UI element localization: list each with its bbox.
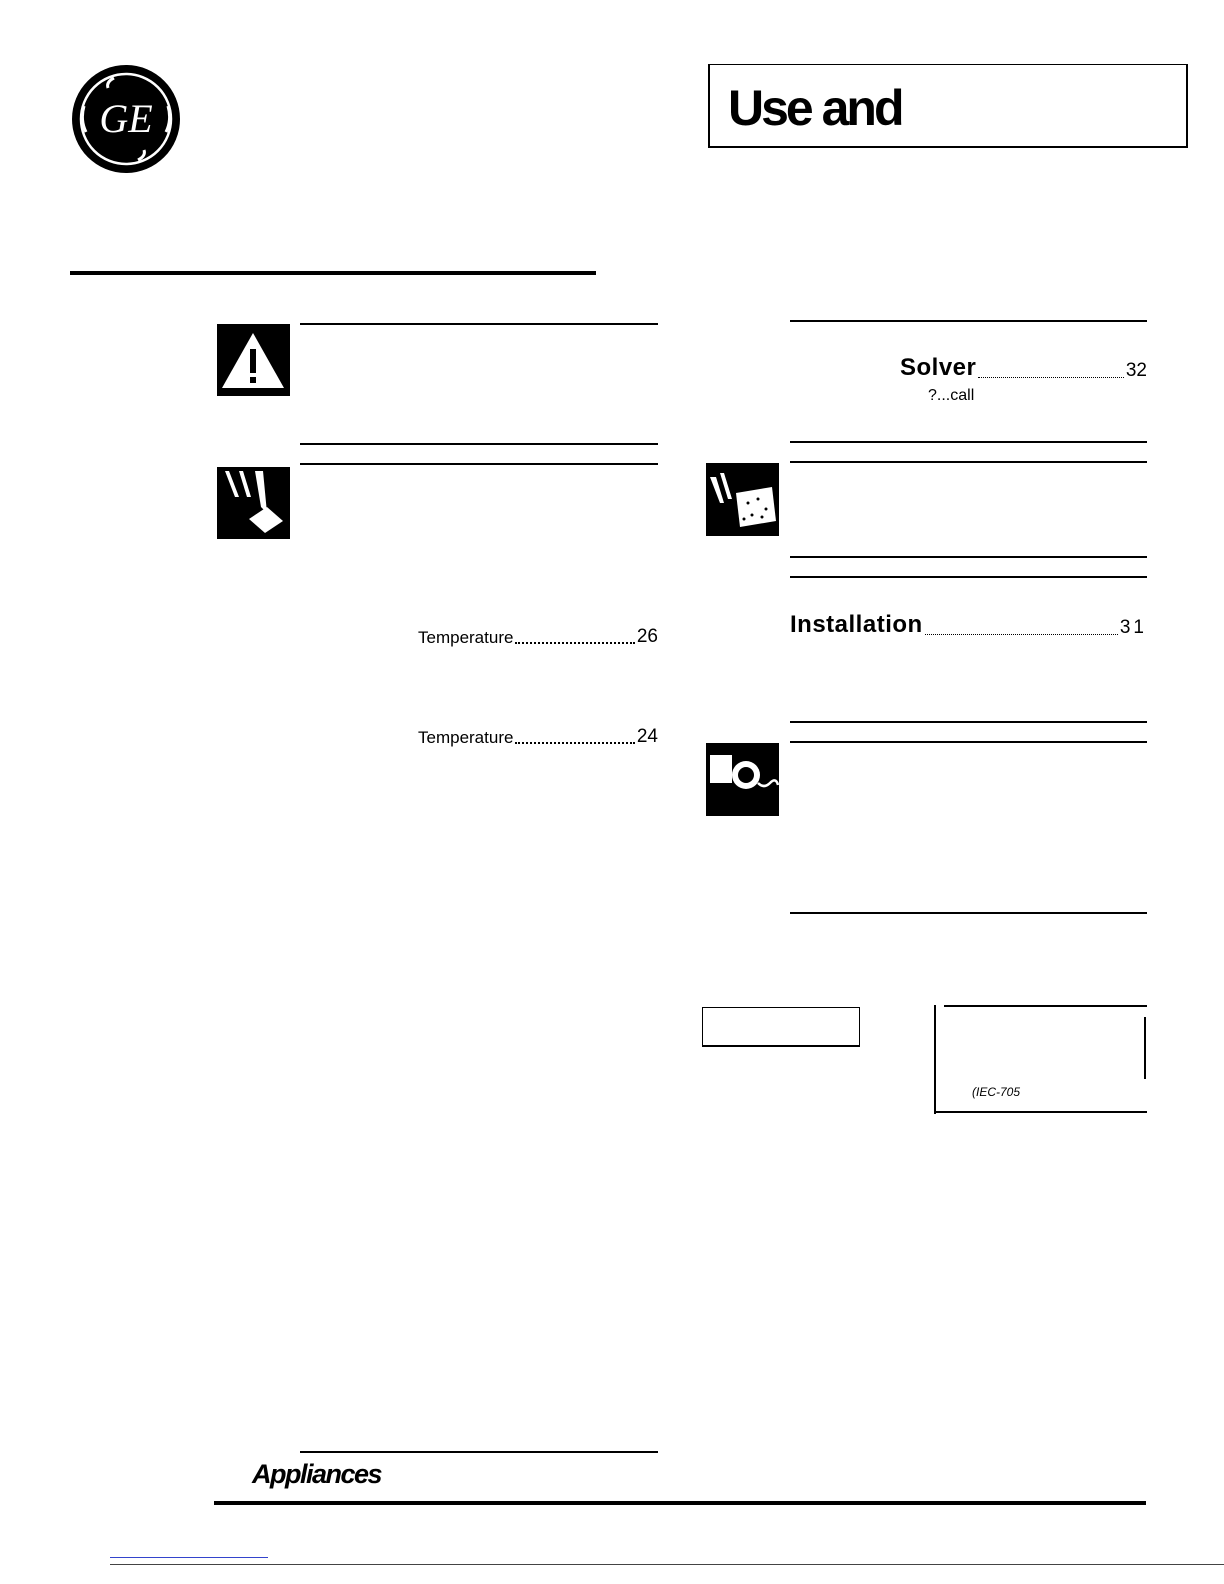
right-rule-3 [790,461,1147,463]
leader-dots [515,742,634,744]
toc-installation[interactable] [790,611,1147,639]
left-rule-1 [300,323,658,325]
toc-page: 24 [636,726,658,747]
bottom-scan-line-2 [110,1564,1224,1565]
toc-page: 31 [1119,617,1147,638]
footer-thin-rule [300,1451,658,1453]
right-rule-8 [790,912,1147,914]
hand-sponge-icon [706,463,779,536]
hand-pressing-button-icon [217,467,290,539]
model-box-left-border [934,1005,936,1114]
warning-triangle-icon [217,324,290,396]
model-box-top-border [944,1005,1147,1007]
toc-temperature-1[interactable] [418,626,658,648]
toc-label: Installation [790,611,923,638]
ge-logo [70,64,182,174]
model-code: (IEC-705 [972,1085,1021,1099]
title-box [708,64,1188,148]
toc-solver[interactable] [900,354,1147,382]
model-box-bottom-border [934,1111,1147,1113]
toc-page: 26 [636,626,658,647]
toc-label: Solver [900,354,977,381]
model-box [934,1005,1147,1114]
page-title: Use and [728,80,902,136]
toc-label: Temperature [418,728,514,747]
leader-dots [515,642,634,644]
record-box [702,1007,860,1047]
toc-label: Temperature [418,628,514,647]
leader-dots [925,634,1118,635]
right-rule-5 [790,576,1147,578]
svg-text:GE: GE [99,96,153,141]
footer-thick-rule [214,1501,1146,1505]
right-rule-2 [790,441,1147,443]
header-rule [70,271,596,275]
right-rule-7 [790,741,1147,743]
right-rule-1 [790,320,1147,322]
left-rule-3 [300,463,658,465]
toc-temperature-2[interactable] [418,726,658,748]
right-rule-6 [790,721,1147,723]
tape-measure-icon [706,743,779,816]
model-box-right-border [1144,1017,1146,1079]
leader-dots [978,377,1123,378]
right-rule-4 [790,556,1147,558]
footer-brand: Appliances [252,1459,382,1489]
call-text: ?...call [928,387,975,404]
left-rule-2 [300,443,658,445]
toc-page: 32 [1125,360,1147,381]
bottom-scan-line-1 [110,1557,268,1558]
